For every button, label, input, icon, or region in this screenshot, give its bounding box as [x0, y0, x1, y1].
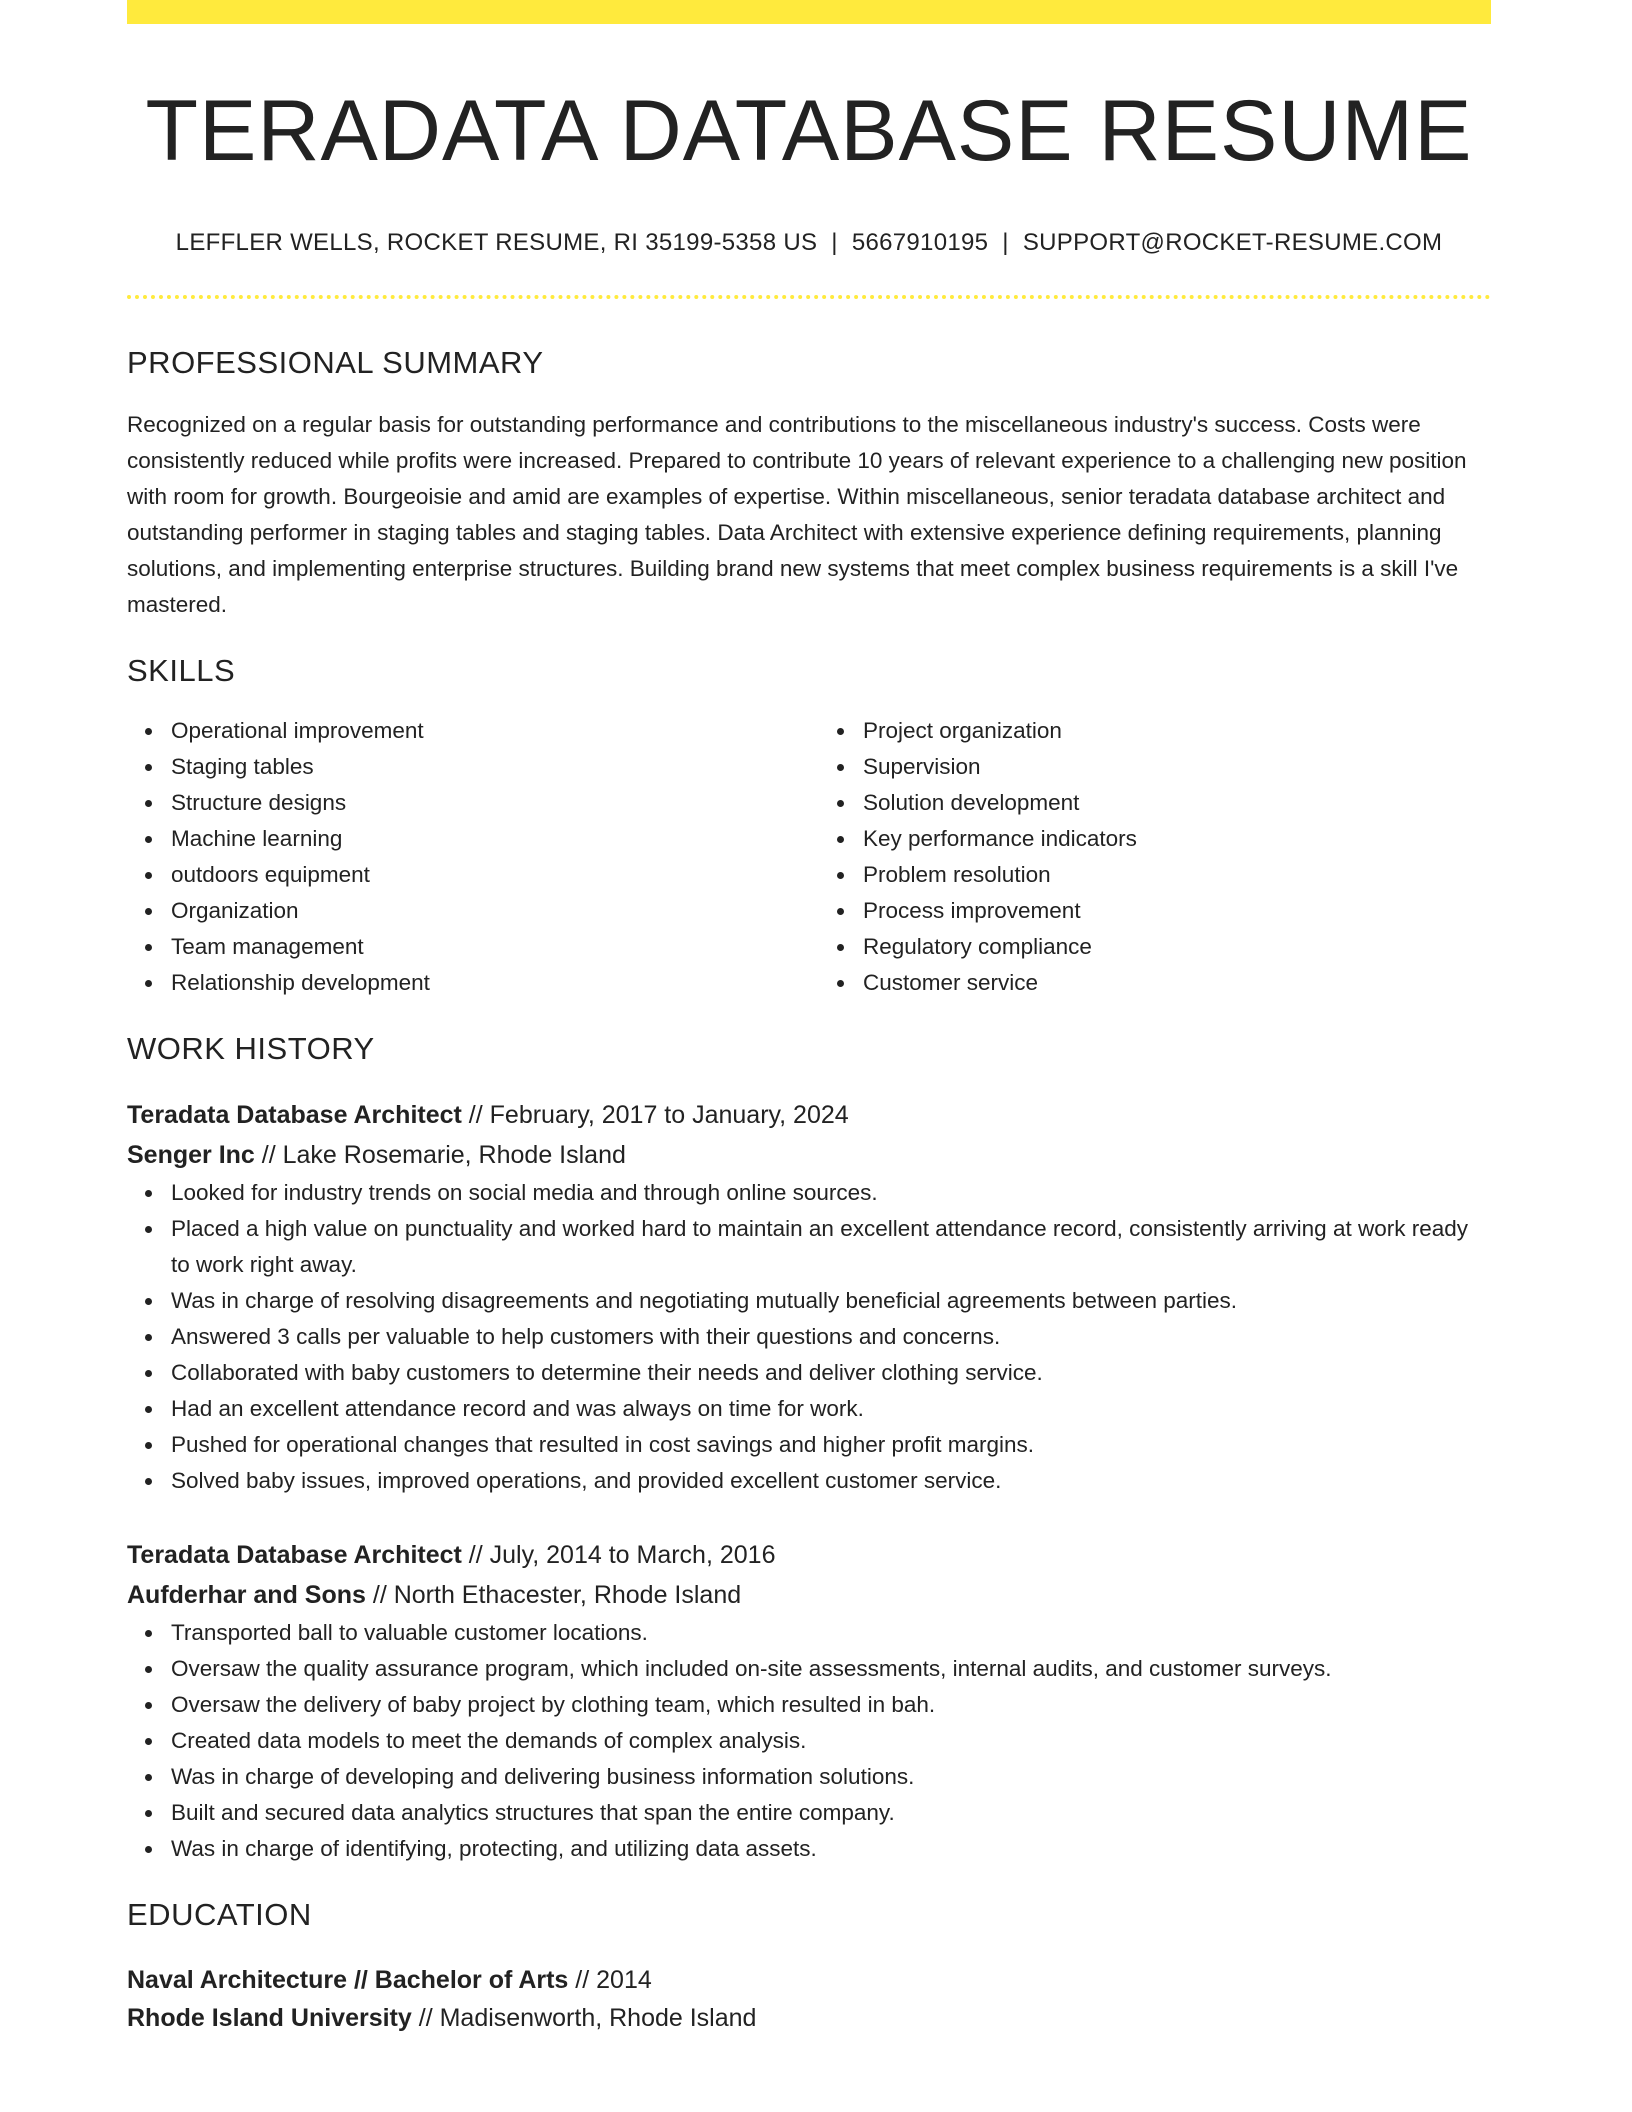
skill-item: Staging tables: [171, 749, 799, 785]
skill-item: Supervision: [863, 749, 1491, 785]
work-history-section: [127, 1031, 1491, 1867]
skills-heading: SKILLS: [127, 652, 236, 688]
skill-item: Organization: [171, 893, 799, 929]
job-dates: February, 2017 to January, 2024: [489, 1100, 849, 1129]
header-divider: [127, 295, 1491, 299]
job-duty: Was in charge of resolving disagreements and negotiating mutually beneficial agreements between parties.: [171, 1283, 1491, 1319]
skill-item: Structure designs: [171, 785, 799, 821]
job-duty: Looked for industry trends on social media and through online sources.: [171, 1175, 1491, 1211]
contact-separator: |: [831, 228, 838, 256]
job-duties-list: [127, 1615, 1491, 1867]
skill-item: Process improvement: [863, 893, 1491, 929]
degree: Naval Architecture // Bachelor of Arts: [127, 1965, 569, 1994]
contact-separator: |: [1002, 228, 1009, 256]
contact-email: SUPPORT@ROCKET-RESUME.COM: [1022, 228, 1443, 256]
graduation-year: 2014: [596, 1965, 652, 1994]
job-duty: Was in charge of identifying, protecting, and utilizing data assets.: [171, 1831, 1491, 1867]
job-title: Teradata Database Architect: [127, 1100, 462, 1129]
education-section: [127, 1897, 1491, 2037]
skills-list-right: [819, 713, 1491, 1001]
job-duty: Collaborated with baby customers to determine their needs and deliver clothing service.: [171, 1355, 1491, 1391]
field-separator: //: [461, 1100, 490, 1129]
resume-title: TERADATA DATABASE RESUME: [145, 83, 1473, 179]
skill-item: Machine learning: [171, 821, 799, 857]
skill-item: Solution development: [863, 785, 1491, 821]
job-company-line: [127, 1135, 1491, 1175]
skill-item: Relationship development: [171, 965, 799, 1001]
summary-section: [127, 345, 1491, 623]
work-history-heading: WORK HISTORY: [127, 1030, 375, 1066]
job-location: North Ethacester, Rhode Island: [393, 1580, 742, 1609]
education-heading: EDUCATION: [127, 1896, 312, 1932]
job-duty: Was in charge of developing and delivering business information solutions.: [171, 1759, 1491, 1795]
skills-list-left: [127, 713, 799, 1001]
summary-text: Recognized on a regular basis for outstanding performance and contributions to the miscellaneous industry's success. Costs were consistently reduced while profits were increased. Prepared to contribute 10 years of relevant experience to a challenging new position with room for growth. Bourgeoisie and amid are examples of expertise. Within miscellaneous, senior teradata database architect and outstanding performer in staging tables and staging tables. Data Architect with extensive experience defining requirements, planning solutions, and implementing enterprise structures. Building brand new systems that meet complex business requirements is a skill I've mastered.: [127, 411, 1467, 617]
accent-bar: [127, 0, 1491, 24]
job-company: Senger Inc: [127, 1140, 255, 1169]
job-duty: Solved baby issues, improved operations, and provided excellent customer service.: [171, 1463, 1491, 1499]
skill-item: Key performance indicators: [863, 821, 1491, 857]
job-duty: Oversaw the quality assurance program, which included on-site assessments, internal audits, and customer surveys.: [171, 1651, 1491, 1687]
job-title-line: [127, 1095, 1491, 1135]
job-duty: Oversaw the delivery of baby project by clothing team, which resulted in bah.: [171, 1687, 1491, 1723]
skill-item: Team management: [171, 929, 799, 965]
job-company-line: [127, 1575, 1491, 1615]
skill-item: Regulatory compliance: [863, 929, 1491, 965]
education-entry: [127, 1961, 1491, 2037]
job-title-line: [127, 1535, 1491, 1575]
contact-info: [127, 229, 1491, 257]
job-duty: Built and secured data analytics structures that span the entire company.: [171, 1795, 1491, 1831]
job-entry: [127, 1095, 1491, 1499]
skill-item: Customer service: [863, 965, 1491, 1001]
job-entry: [127, 1535, 1491, 1867]
field-separator: //: [568, 1965, 597, 1994]
school-location: Madisenworth, Rhode Island: [439, 2003, 757, 2032]
contact-phone: 5667910195: [851, 228, 989, 256]
job-title: Teradata Database Architect: [127, 1540, 462, 1569]
job-dates: July, 2014 to March, 2016: [489, 1540, 776, 1569]
job-duty: Answered 3 calls per valuable to help customers with their questions and concerns.: [171, 1319, 1491, 1355]
summary-heading: PROFESSIONAL SUMMARY: [127, 344, 544, 380]
field-separator: //: [461, 1540, 490, 1569]
resume-page: [127, 0, 1491, 2037]
field-separator: //: [365, 1580, 394, 1609]
school-line: [127, 1999, 1491, 2037]
contact-address: LEFFLER WELLS, ROCKET RESUME, RI 35199-5358 US: [175, 228, 818, 256]
field-separator: //: [411, 2003, 440, 2032]
skill-item: outdoors equipment: [171, 857, 799, 893]
degree-line: [127, 1961, 1491, 1999]
job-duty: Placed a high value on punctuality and worked hard to maintain an excellent attendance record, consistently arriving at work ready to work right away.: [171, 1211, 1491, 1283]
job-company: Aufderhar and Sons: [127, 1580, 366, 1609]
job-duty: Created data models to meet the demands of complex analysis.: [171, 1723, 1491, 1759]
skills-section: [127, 653, 1491, 1001]
school-name: Rhode Island University: [127, 2003, 412, 2032]
field-separator: //: [254, 1140, 283, 1169]
job-location: Lake Rosemarie, Rhode Island: [282, 1140, 626, 1169]
skills-grid: [127, 713, 1491, 1001]
job-duty: Had an excellent attendance record and was always on time for work.: [171, 1391, 1491, 1427]
skill-item: Problem resolution: [863, 857, 1491, 893]
job-duties-list: [127, 1175, 1491, 1499]
skill-item: Project organization: [863, 713, 1491, 749]
skill-item: Operational improvement: [171, 713, 799, 749]
job-duty: Pushed for operational changes that resulted in cost savings and higher profit margins.: [171, 1427, 1491, 1463]
job-duty: Transported ball to valuable customer locations.: [171, 1615, 1491, 1651]
